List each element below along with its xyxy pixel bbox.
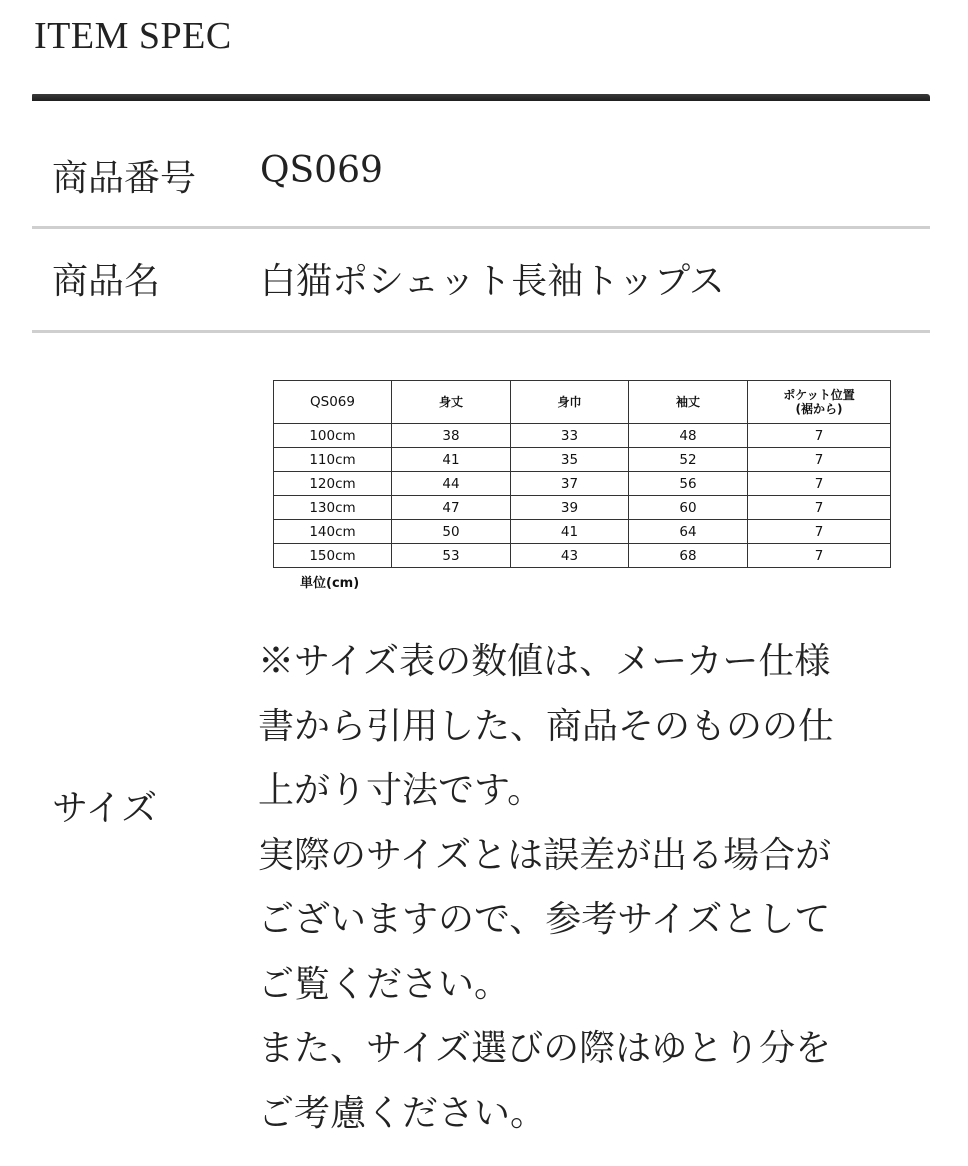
product-number-label: 商品番号: [52, 158, 197, 199]
table-cell: 35: [511, 448, 629, 472]
table-cell: 60: [629, 496, 748, 520]
table-header-cell: [748, 381, 891, 424]
table-header-cell: 身巾: [511, 381, 629, 424]
size-label: サイズ: [52, 788, 158, 829]
pocket-position-subheader: (裾から): [795, 402, 843, 416]
note-line: また、サイズ選びの際はゆとり分を: [258, 1028, 832, 1069]
table-cell: 7: [748, 544, 891, 568]
table-cell: 7: [748, 448, 891, 472]
product-name-value: 白猫ポシェット長袖トップス: [260, 261, 725, 302]
table-row: [274, 544, 891, 568]
table-cell: 130cm: [274, 496, 392, 520]
table-cell: 7: [748, 496, 891, 520]
table-header-cell: 身丈: [392, 381, 511, 424]
table-cell: 47: [392, 496, 511, 520]
table-header-cell: QS069: [274, 381, 392, 424]
table-header-cell: 袖丈: [629, 381, 748, 424]
table-cell: 41: [511, 520, 629, 544]
table-cell: 7: [748, 424, 891, 448]
table-row: [274, 448, 891, 472]
row-divider: [32, 330, 930, 333]
table-cell: 7: [748, 472, 891, 496]
table-cell: 37: [511, 472, 629, 496]
table-cell: 50: [392, 520, 511, 544]
table-cell: 120cm: [274, 472, 392, 496]
note-line: 書から引用した、商品そのものの仕: [258, 705, 835, 747]
table-cell: 39: [511, 496, 629, 520]
table-cell: 68: [629, 544, 748, 568]
table-cell: 33: [511, 424, 629, 448]
table-cell: 48: [629, 424, 748, 448]
table-cell: 56: [629, 472, 748, 496]
table-cell: 44: [392, 472, 511, 496]
unit-note: 単位(cm): [300, 576, 360, 591]
note-line: ございますので、参考サイズとして: [258, 899, 831, 940]
product-name-label: 商品名: [52, 261, 161, 302]
table-cell: 38: [392, 424, 511, 448]
note-line: ※サイズ表の数値は、メーカー仕様: [258, 641, 831, 682]
table-row: [274, 424, 891, 448]
table-cell: 43: [511, 544, 629, 568]
table-cell: 100cm: [274, 424, 392, 448]
table-row: [274, 496, 891, 520]
note-line: ご考慮ください。: [258, 1092, 547, 1134]
section-heading: ITEM SPEC: [34, 15, 232, 57]
table-cell: 7: [748, 520, 891, 544]
table-header-row: [274, 381, 891, 424]
size-notes: [258, 630, 918, 1146]
table-cell: 110cm: [274, 448, 392, 472]
note-line: 上がり寸法です。: [258, 770, 544, 811]
table-row: [274, 520, 891, 544]
table-cell: 53: [392, 544, 511, 568]
pocket-position-header: ポケット位置: [783, 388, 855, 402]
row-divider: [32, 226, 930, 229]
table-cell: 52: [629, 448, 748, 472]
table-cell: 140cm: [274, 520, 392, 544]
note-line: 実際のサイズとは誤差が出る場合が: [258, 834, 832, 876]
table-row: [274, 472, 891, 496]
table-cell: 64: [629, 520, 748, 544]
product-number-value: QS069: [260, 150, 383, 191]
size-chart-table: [273, 380, 891, 568]
note-line: ご覧ください。: [258, 963, 511, 1005]
table-cell: 150cm: [274, 544, 392, 568]
table-cell: 41: [392, 448, 511, 472]
heading-underline: [32, 94, 930, 101]
